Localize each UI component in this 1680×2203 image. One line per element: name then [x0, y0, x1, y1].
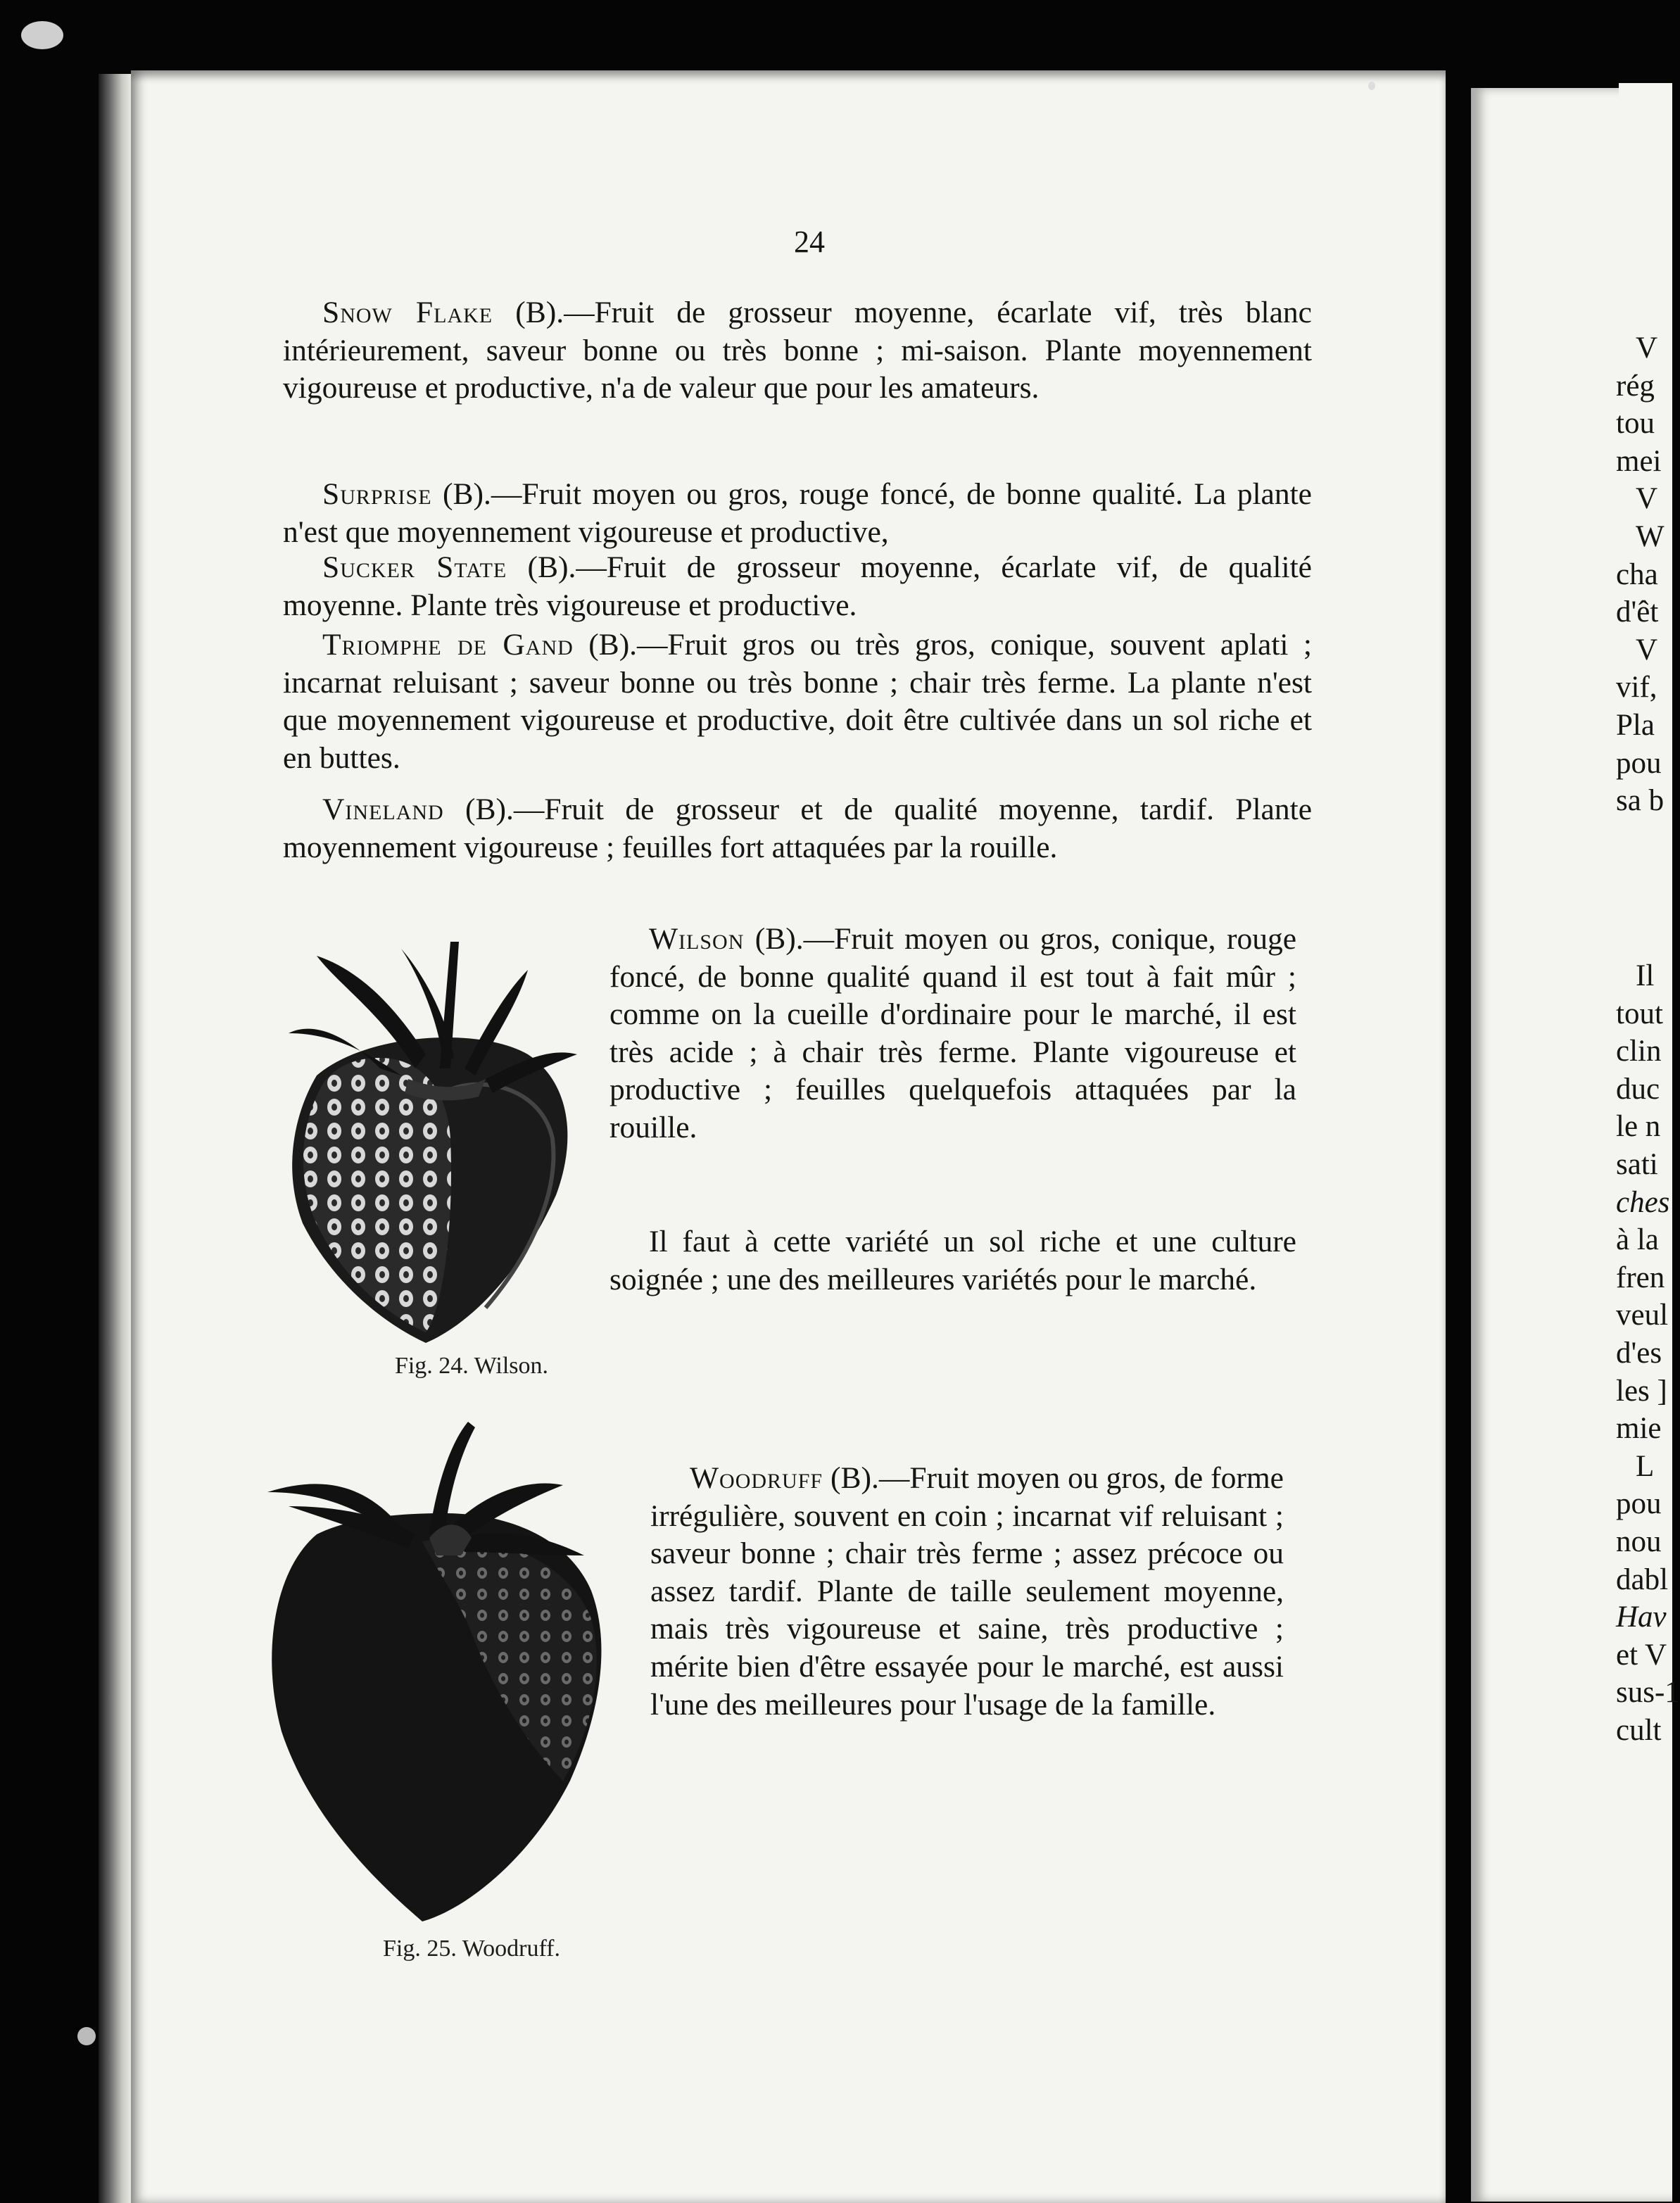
entry-sucker-state [283, 549, 1312, 624]
fragment-line: le n [1616, 1110, 1661, 1144]
fragment-line: dabl [1616, 1563, 1669, 1596]
fragment-line: pou [1616, 746, 1662, 780]
fragment-line: V [1636, 332, 1658, 365]
entry-snow-flake [283, 294, 1312, 408]
book-spine [99, 74, 132, 2203]
variety-name: Vineland [322, 793, 444, 826]
variety-description: (B).—Fruit moyen ou gros, conique, rouge foncé, de bonne qualité quand il est tout à fait mûr ; comme on la cueille d'ordinaire pour le marché, il est très acide ; à chair très ferme. Plante vigoureuse et productive ; feuilles quelquefois attaquées par la rouille. [610, 922, 1296, 1144]
right-page-edge [1619, 83, 1672, 97]
entry-woodruff [650, 1460, 1284, 1724]
variety-name: Triomphe de Gand [322, 628, 574, 662]
fragment-line: W [1636, 519, 1665, 553]
figure-caption-24: Fig. 24. Wilson. [394, 1353, 549, 1379]
variety-name: Woodruff [690, 1461, 823, 1495]
fragment-line: sati [1616, 1147, 1658, 1181]
fragment-line: L [1636, 1449, 1655, 1483]
variety-description: (B).—Fruit moyen ou gros, de forme irrégulière, souvent en coin ; incarnat vif reluisant ; saveur bonne ; chair très ferme ; assez précoce ou assez tardif. Plante de taille seulement moyenne, mais très vigoureuse et saine, très productive ; mérite bien d'être essayée pour le marché, est aussi l'une des meilleures pour l'usage de la famille. [650, 1461, 1284, 1722]
fragment-line: tou [1616, 407, 1655, 441]
fragment-line: veul [1616, 1299, 1669, 1332]
fragment-line: nou [1616, 1525, 1662, 1558]
right-page-text-block-1 [1616, 329, 1672, 820]
scan-speck [1368, 82, 1375, 90]
variety-name: Wilson [649, 922, 745, 956]
scan-speck [21, 21, 63, 49]
scan-speck [77, 2027, 96, 2045]
fragment-line: sa b [1616, 784, 1665, 818]
fragment-line: Il [1636, 959, 1655, 992]
fragment-line: rég [1616, 369, 1655, 403]
fragment-line: d'êt [1616, 595, 1659, 629]
fragment-line: pou [1616, 1487, 1662, 1521]
fragment-line: duc [1616, 1072, 1660, 1106]
fragment-line: sus-1 [1616, 1676, 1680, 1710]
fragment-line: vif, [1616, 671, 1657, 705]
fragment-line: clin [1616, 1035, 1662, 1068]
fragment-line: d'es [1616, 1336, 1662, 1370]
fragment-line: Pla [1616, 708, 1655, 742]
variety-name: Sucker State [322, 550, 507, 584]
variety-description: (B).—Fruit de grosseur et de qualité moyenne, tardif. Plante moyennement vigoureuse ; feuilles fort attaquées par la rouille. [283, 793, 1312, 864]
entry-vineland [283, 791, 1312, 866]
figure-caption-25: Fig. 25. Woodruff. [383, 1936, 560, 1962]
entry-surprise [283, 476, 1312, 551]
fragment-line: mie [1616, 1412, 1662, 1446]
variety-description: (B).—Fruit gros ou très gros, conique, souvent aplati ; incarnat reluisant ; saveur bonne ou très bonne ; chair très ferme. La plante n'est que moyennement vigoureuse et productive, doit être cultivée dans un sol riche et en buttes. [283, 628, 1312, 775]
fragment-line: ches [1616, 1185, 1670, 1219]
fragment-line: cha [1616, 557, 1658, 591]
fragment-line: fren [1616, 1261, 1665, 1294]
variety-description: (B).—Fruit de grosseur moyenne, écarlate vif, très blanc intérieurement, saveur bonne ou très bonne ; mi-saison. Plante moyennement vigoureuse et productive, n'a de valeur que pour les amateurs. [283, 296, 1312, 405]
fragment-line: mei [1616, 444, 1662, 478]
right-page-text-block-2 [1616, 957, 1680, 1749]
fragment-line: V [1636, 482, 1658, 516]
fragment-line: cult [1616, 1713, 1662, 1747]
entry-wilson-note: Il faut à cette variété un sol riche et une culture soignée ; une des meilleures variétés pour le marché. [610, 1225, 1296, 1296]
entry-wilson [610, 921, 1296, 1147]
fragment-line: et V [1616, 1638, 1667, 1672]
fragment-line: les ] [1616, 1374, 1667, 1408]
variety-name: Snow Flake [322, 296, 493, 329]
variety-description: (B).—Fruit moyen ou gros, rouge foncé, de bonne qualité. La plante n'est que moyennement vigoureuse et productive, [283, 477, 1312, 549]
strawberry-wilson-illustration [274, 928, 591, 1350]
page-number: 24 [794, 225, 825, 259]
fragment-line: à la [1616, 1223, 1659, 1257]
fragment-line: V [1636, 633, 1658, 667]
fragment-line: Hav [1616, 1601, 1667, 1634]
variety-name: Surprise [322, 477, 432, 511]
variety-description: (B).—Fruit de grosseur moyenne, écarlate vif, de qualité moyenne. Plante très vigoureuse et productive. [283, 550, 1312, 622]
fragment-line: tout [1616, 997, 1663, 1030]
strawberry-woodruff-illustration [260, 1415, 655, 1936]
entry-triomphe-de-gand [283, 626, 1312, 777]
